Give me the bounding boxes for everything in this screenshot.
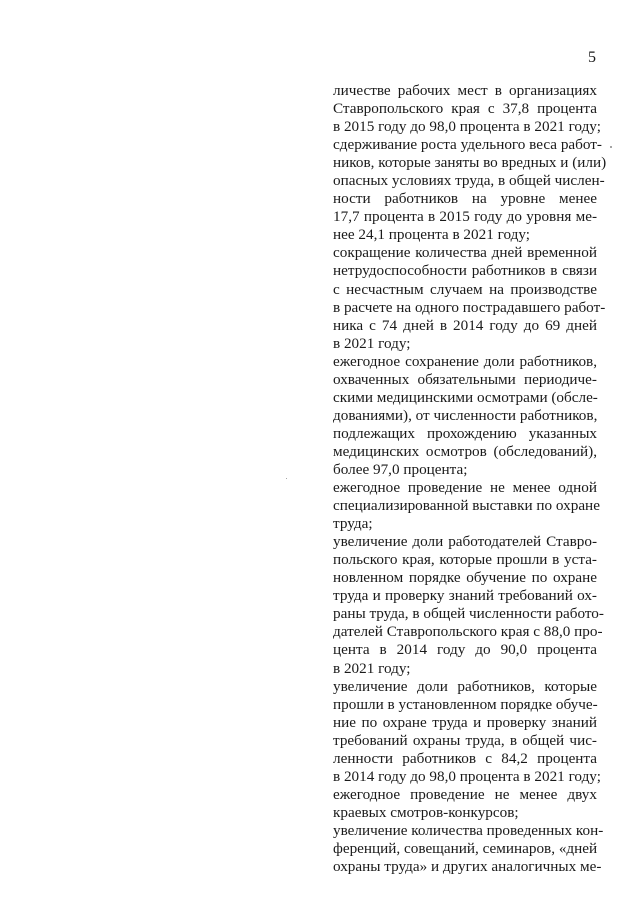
text-line: новленном порядке обучение по охране [333,569,597,587]
text-line: нее 24,1 процента в 2021 году; [333,226,530,244]
text-line: ника с 74 дней в 2014 году до 69 дней [333,316,597,334]
scan-speck [286,478,287,479]
text-line: личестве рабочих мест в организациях [333,82,597,99]
text-line: сдерживание роста удельного веса работ- [333,136,602,154]
text-line: труда; [333,515,373,533]
text-line: дателей Ставропольского края с 88,0 про- [333,623,603,641]
text-line: ников, которые заняты во вредных и (или) [333,154,607,172]
text-line: нетрудоспособности работников в связи [333,262,597,280]
text-line: подлежащих прохождению указанных [333,424,597,442]
text-line: скими медицинскими осмотрами (обсле- [333,388,598,406]
text-line: охваченных обязательными периодиче- [333,370,597,388]
text-line: специализированной выставки по охране [333,497,600,515]
text-line: польского края, которые прошли в уста- [333,551,597,569]
text-line: увеличение количества проведенных кон- [333,821,604,839]
text-line: ние по охране труда и проверку знаний [333,713,597,731]
text-line: ференций, совещаний, семинаров, «дней [333,839,598,857]
text-line: в 2014 году до 98,0 процента в 2021 году; [333,767,601,785]
text-line: дованиями), от численности работников, [333,406,598,424]
text-line: ежегодное проведение не менее одной [333,479,597,497]
text-line: 17,7 процента в 2015 году до уровня ме- [333,208,597,226]
text-line: требований охраны труда, в общей чис- [333,731,597,749]
text-line: с несчастным случаем на производстве [333,280,597,298]
text-line: более 97,0 процента; [333,460,468,478]
text-line: в 2015 году до 98,0 процента в 2021 году; [333,118,601,136]
text-line: в 2021 году; [333,659,411,677]
text-line: ленности работников с 84,2 процента [333,749,597,767]
text-line: прошли в установленном порядке обуче- [333,695,598,713]
text-line: медицинских осмотров (обследований), [333,442,597,460]
text-line: труда и проверку знаний требований ох- [333,587,597,605]
text-line: опасных условиях труда, в общей числен- [333,172,605,190]
text-line: сокращение количества дней временной [333,244,597,262]
text-line: в 2021 году; [333,334,411,352]
body-text-column [333,82,607,876]
text-line: краевых смотров-конкурсов; [333,803,519,821]
text-line: ежегодное проведение не менее двух [333,785,597,803]
text-line: ежегодное сохранение доли работников, [333,352,597,370]
text-line: Ставропольского края с 37,8 процента [333,100,597,118]
text-line: цента в 2014 году до 90,0 процента [333,641,597,659]
text-line: раны труда, в общей численности работо- [333,605,604,623]
page-number: 5 [588,49,596,66]
text-line: увеличение доли работодателей Ставро- [333,533,597,551]
text-line: в расчете на одного пострадавшего работ- [333,298,606,316]
text-line: увеличение доли работников, которые [333,677,597,695]
scan-speck [610,146,612,148]
text-line: охраны труда» и других аналогичных ме- [333,858,602,876]
text-line: ности работников на уровне менее [333,190,597,208]
